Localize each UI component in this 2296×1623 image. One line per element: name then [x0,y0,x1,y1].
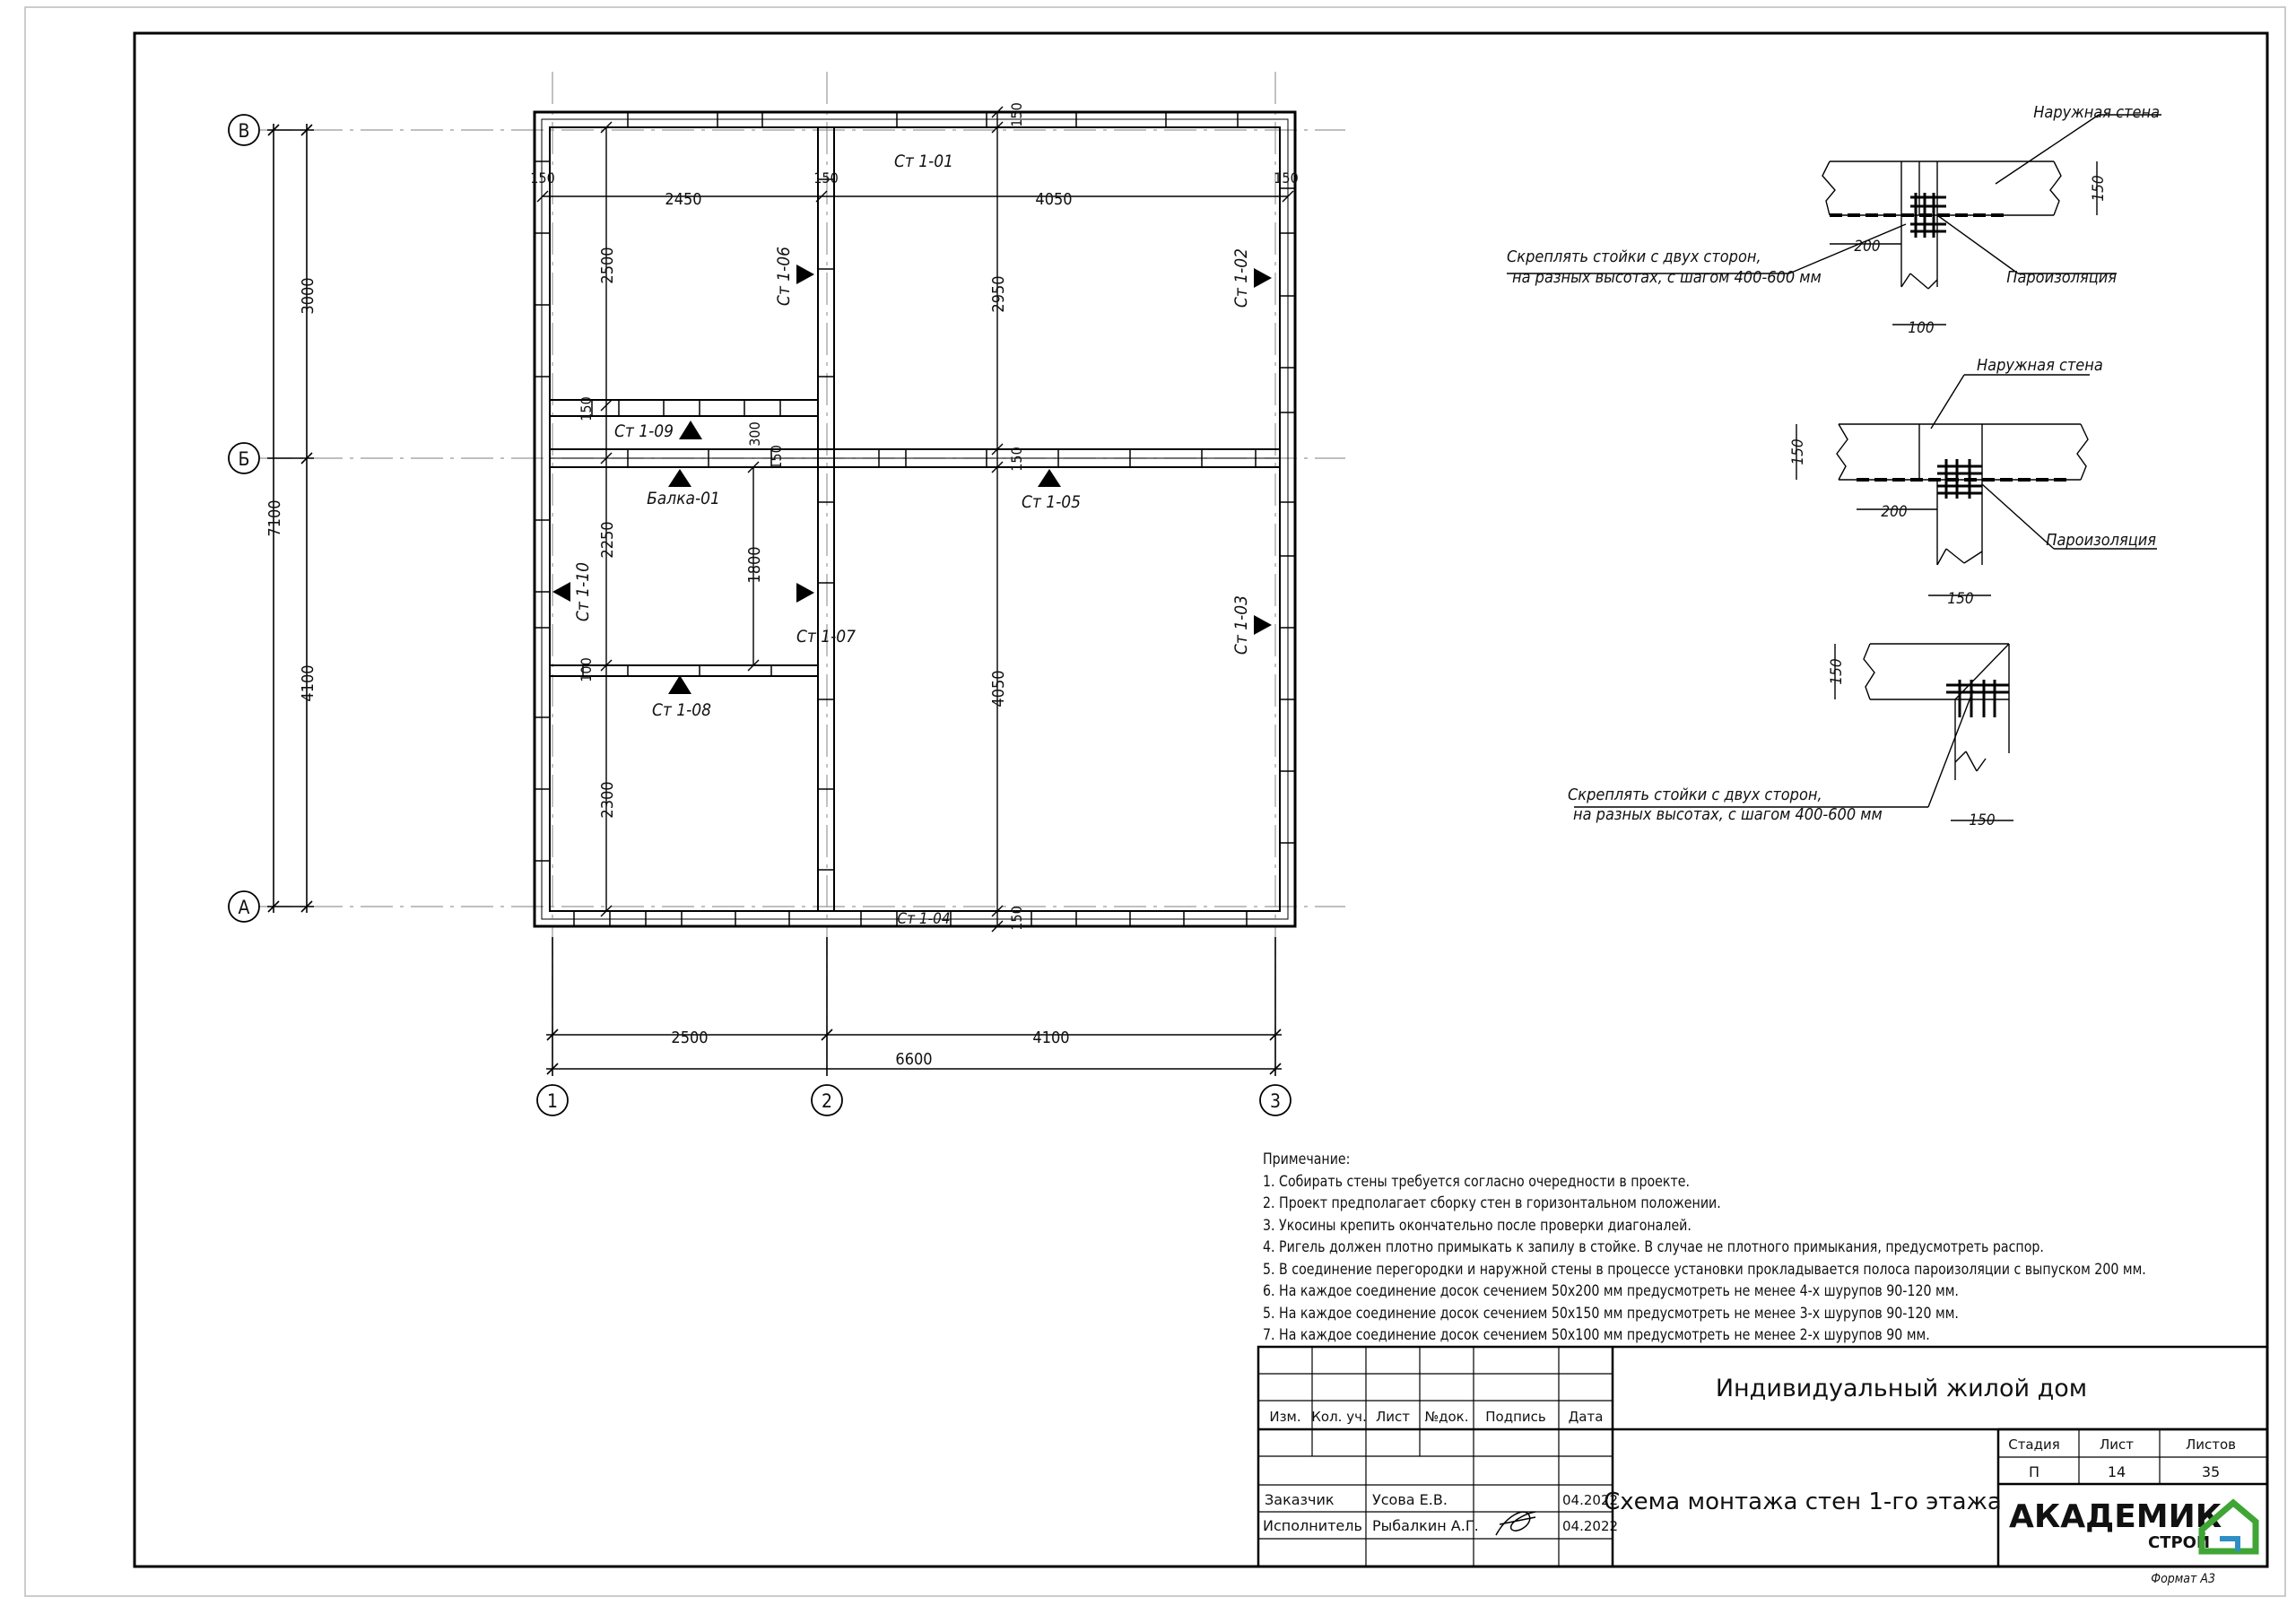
dim-room-tl-height: 2500 [598,247,617,284]
dim-gap-100: 100 [578,657,595,682]
note-item-4: 4. Ригель должен плотно примыкать к запилу в стойке. В случае не плотного примыкания, предусмотреть распор. [1263,1238,2044,1255]
axis-bubble-2 [812,1085,842,1115]
inner-dimension-lines [537,107,1293,932]
wall-label-st109: Ст 1-09 [613,421,674,441]
axis-label-b: Б [238,448,250,470]
dim-wall-left: 150 [530,169,555,187]
note-item-7: 5. На каждое соединение досок сечением 50х150 мм предусмотреть не менее 3-х шурупов 90-120 мм. [1263,1304,1959,1322]
detail-2 [1796,375,2157,595]
dim-wall-right: 150 [1274,169,1299,187]
dim-room-ml-height: 2250 [598,521,617,559]
tb-sheets-label: Листов [2185,1436,2237,1453]
note-item-1: 1. Собирать стены требуется согласно очередности в проекте. [1263,1172,1690,1190]
detail1-note-line1: Скреплять стойки с двух сторон, [1507,247,1761,266]
note-item-2: 2. Проект предполагает сборку стен в горизонтальном положении. [1263,1194,1721,1211]
dim-gap-300: 300 [746,421,763,447]
logo-sub-text: СТРОЙ [2148,1533,2211,1552]
tb-sheet-value: 14 [2107,1463,2126,1480]
wall-label-st106: Ст 1-06 [774,246,794,307]
dim-room-br-height: 4050 [989,670,1008,707]
tb-executor-date: 04.2022 [1562,1518,1619,1534]
detail1-dim-200: 200 [1854,238,1881,256]
dim-room-ml-inner: 1800 [745,546,764,584]
dim-wall-middle: 150 [813,169,839,187]
dim-wall-bottom: 150 [1008,906,1025,931]
detail-1 [1507,115,2161,325]
notes-title: Примечание: [1263,1150,1351,1167]
axis-bubble-1 [537,1085,568,1115]
wall-label-st104: Ст 1-04 [897,910,951,928]
wall-label-st101: Ст 1-01 [893,152,954,171]
dim-room-tr-height: 2950 [989,275,1008,313]
detail3-dim-150-bottom: 150 [1969,812,1996,829]
axis-bubble-3 [1260,1085,1291,1115]
wall-label-st103: Ст 1-03 [1231,595,1251,655]
tb-project-title: Индивидуальный жилой дом [1715,1375,2088,1402]
detail1-outer-wall: Наружная стена [2033,103,2160,122]
notes-block [1263,1149,2146,1347]
dim-vertical-upper: 3000 [299,277,317,315]
dim-room-bl-height: 2300 [598,781,617,819]
signature [1496,1512,1535,1535]
axis-label-a: А [238,897,250,918]
axis-label-v: В [238,120,250,142]
dim-wall-st109: 150 [578,396,595,421]
tb-header-data: Дата [1568,1409,1604,1425]
company-logo [2009,1498,2256,1552]
detail1-vapor-barrier: Пароизоляция [2006,268,2117,287]
format-label: Формат А3 [2151,1572,2215,1586]
dim-vertical-lower: 4100 [299,664,317,702]
wall-label-st107: Ст 1-07 [796,627,857,647]
dim-wall-b-left: 150 [768,445,785,470]
dim-bottom-left: 2500 [671,1028,709,1047]
tb-stage-label: Стадия [2008,1436,2060,1453]
tb-customer-role: Заказчик [1265,1491,1335,1508]
axis-label-3: 3 [1269,1090,1282,1112]
note-item-6: 6. На каждое соединение досок сечением 50х200 мм предусмотреть не менее 4-х шурупов 90-120 мм. [1263,1282,1959,1299]
tb-header-list: Лист [1375,1409,1411,1425]
wall-label-st105: Ст 1-05 [1021,492,1082,512]
tb-header-kol-uch: Кол. уч. [1311,1409,1367,1425]
wall-label-st108: Ст 1-08 [651,700,712,720]
tb-customer-name: Усова Е.В. [1372,1491,1448,1508]
note-item-3: 3. Укосины крепить окончательно после проверки диагоналей. [1263,1216,1692,1234]
axis-bubble-v [229,115,259,145]
dim-top-right-inner: 4050 [1035,190,1073,209]
wall-label-st110: Ст 1-10 [573,561,593,622]
note-item-5: 5. В соединение перегородки и наружной стены в процессе установки прокладывается полоса пароизоляции с выпуском 200 мм. [1263,1260,2146,1278]
wall-markers [552,265,1272,694]
detail1-dim-150: 150 [2090,175,2108,202]
tb-customer-date: 04.2022 [1562,1492,1619,1508]
tb-executor-role: Исполнитель [1263,1517,1362,1534]
note-item-8: 7. На каждое соединение досок сечением 50х100 мм предусмотреть не менее 2-х шурупов 90 мм. [1263,1326,1930,1343]
dim-wall-axis-b: 150 [1008,447,1025,472]
detail1-note-line2: на разных высотах, с шагом 400-600 мм [1512,268,1822,287]
detail2-outer-wall: Наружная стена [1977,356,2103,375]
axis-bubble-a [229,891,259,922]
dim-bottom-total: 6600 [895,1050,933,1069]
axis-label-2: 2 [821,1090,833,1112]
tb-header-izm: Изм. [1269,1409,1301,1425]
detail3-note-line2: на разных высотах, с шагом 400-600 мм [1573,805,1883,824]
tb-header-ndok: №док. [1424,1409,1469,1425]
dim-top-left-inner: 2450 [665,190,702,209]
sheet-outer-border [25,7,2285,1596]
detail3-dim-150-side: 150 [1828,658,1846,685]
dim-wall-top: 150 [1008,102,1025,127]
detail2-vapor-barrier: Пароизоляция [2046,531,2156,550]
tb-sheets-value: 35 [2201,1463,2221,1480]
tb-sheet-title: Схема монтажа стен 1-го этажа [1604,1488,2002,1515]
detail1-dim-100: 100 [1908,319,1935,337]
detail2-dim-200: 200 [1881,503,1908,521]
wall-label-st102: Ст 1-02 [1231,247,1251,308]
tb-stage-value: П [2028,1463,2040,1480]
tb-sheet-label: Лист [2099,1436,2135,1453]
tb-header-podpis: Подпись [1485,1409,1546,1425]
detail3-note-line1: Скреплять стойки с двух сторон, [1568,785,1822,804]
walls [535,112,1295,926]
beam-label-01: Балка-01 [647,489,720,508]
logo-main-text: АКАДЕМИК [2009,1498,2222,1535]
dim-overall-vertical: 7100 [265,499,284,537]
dim-bottom-right: 4100 [1032,1028,1070,1047]
tb-executor-name: Рыбалкин А.Г. [1372,1517,1479,1534]
axis-bubble-b [229,443,259,473]
axis-label-1: 1 [546,1090,559,1112]
detail2-dim-150-side: 150 [1789,438,1807,465]
detail2-dim-150-bottom: 150 [1947,590,1974,608]
